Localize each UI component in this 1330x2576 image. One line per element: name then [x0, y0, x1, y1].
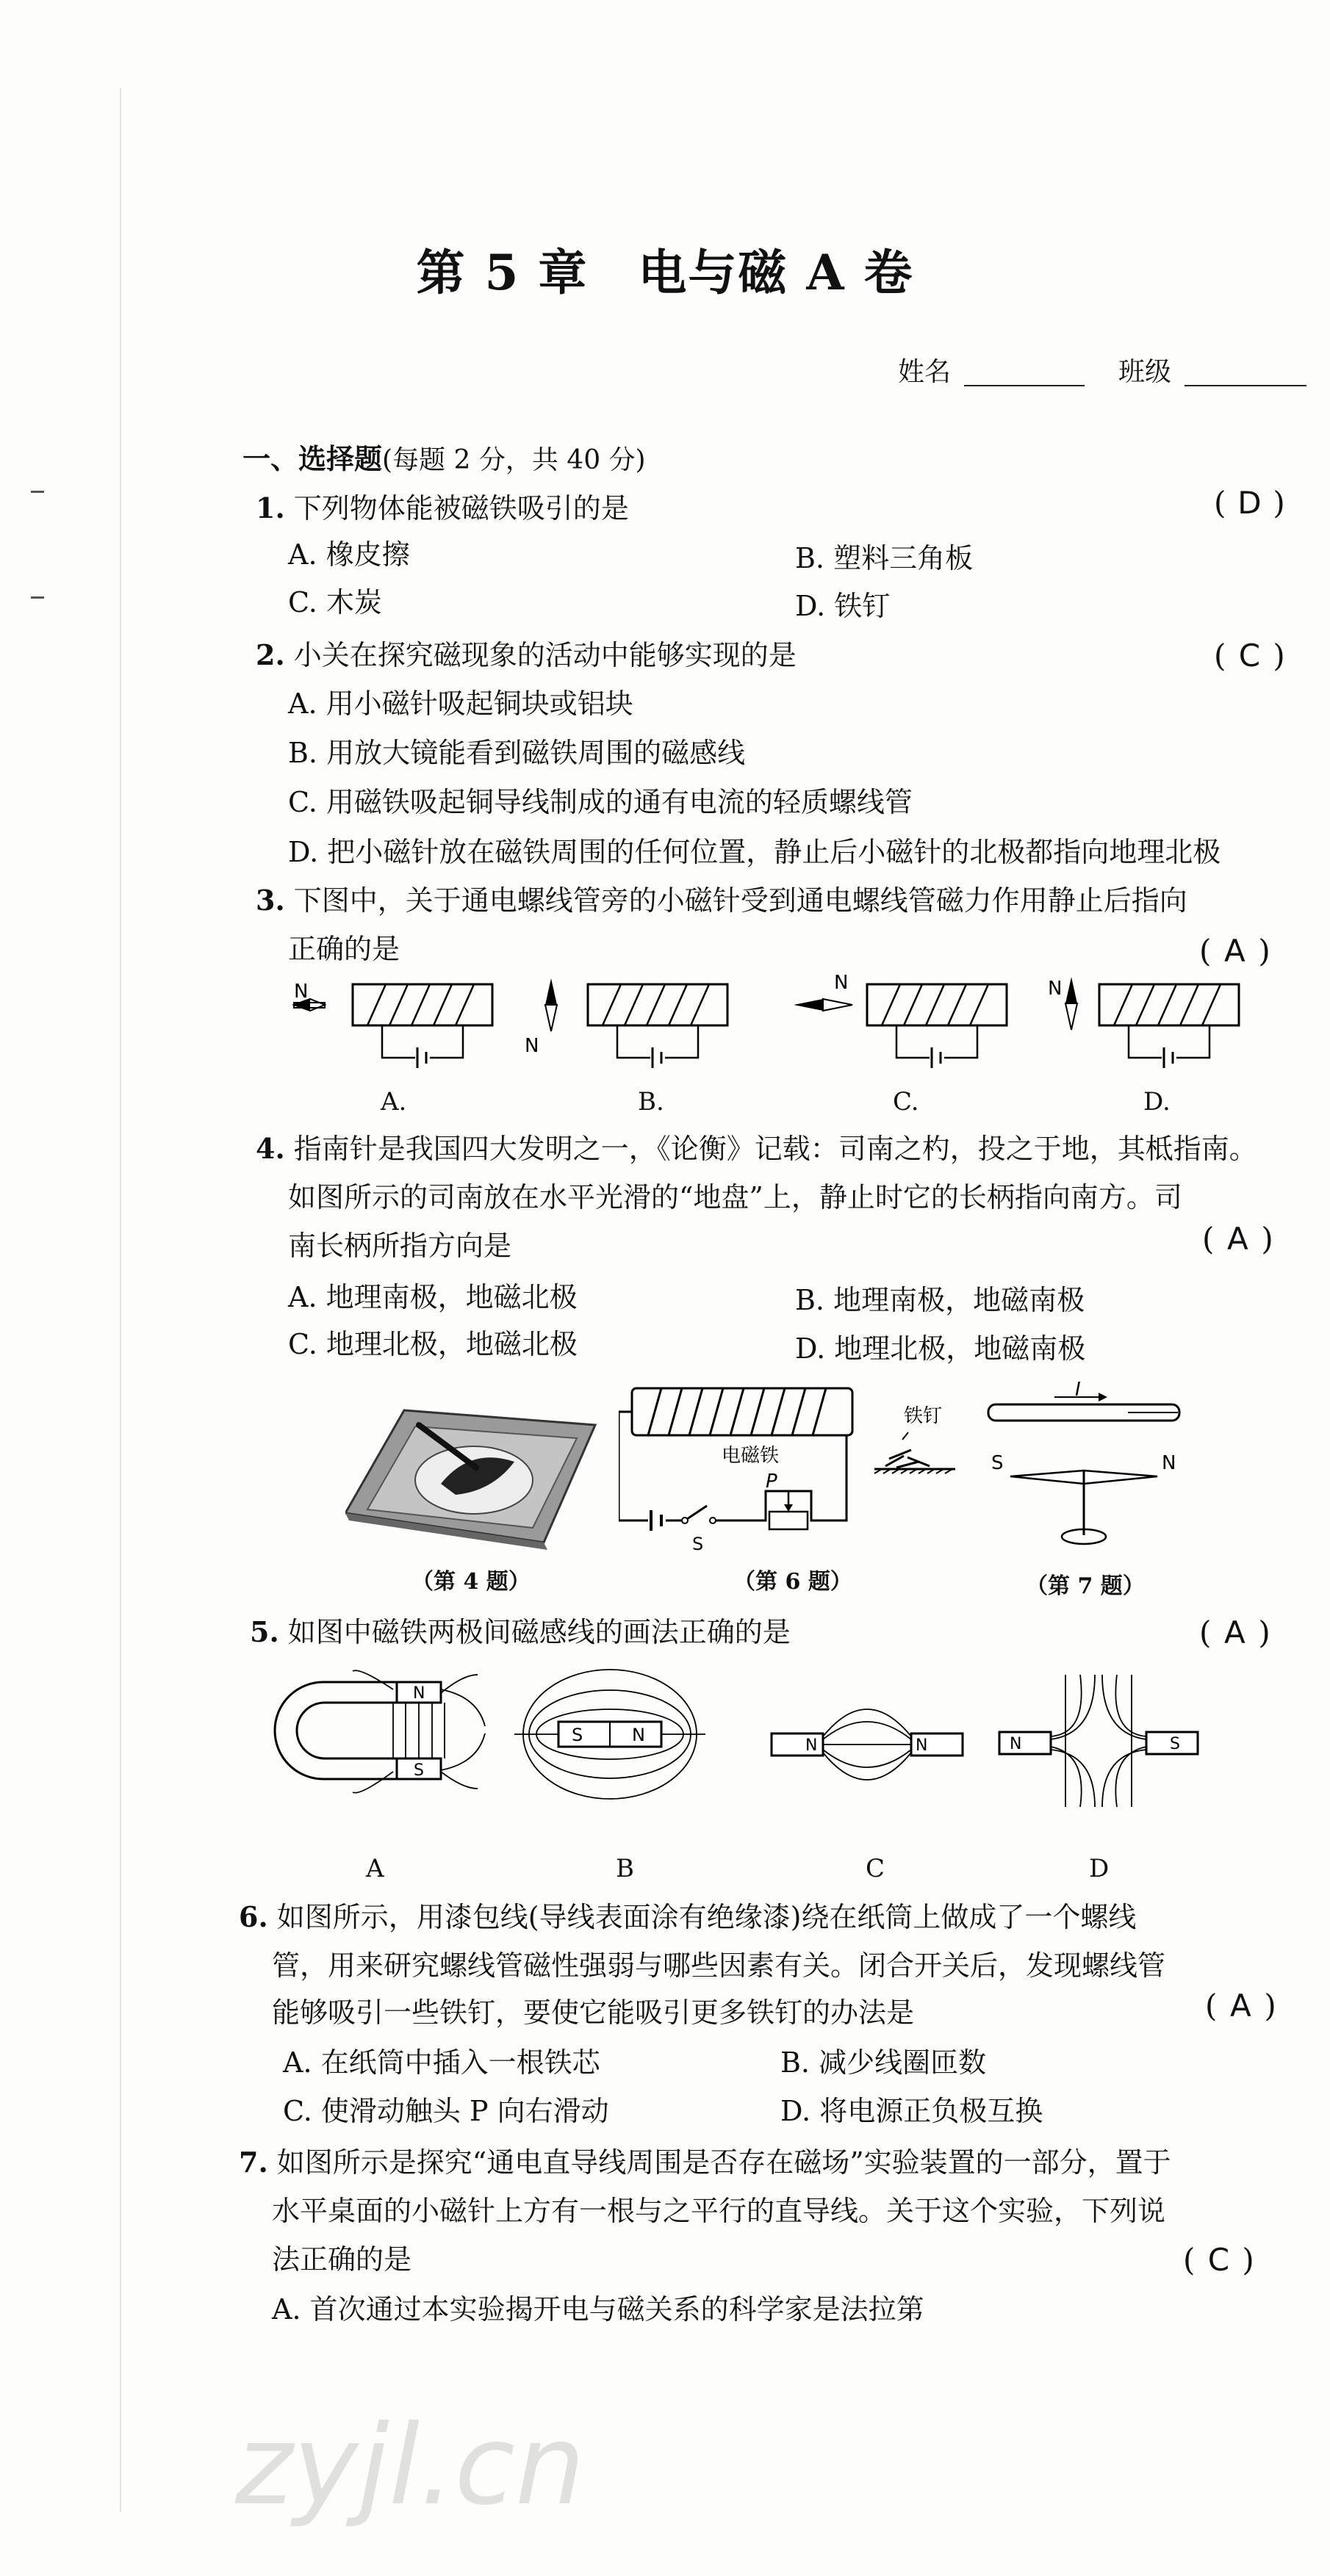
answer-4: ( A ) [1202, 1221, 1273, 1257]
figure-label: C. [893, 1087, 919, 1116]
option: C. 使滑动触头 P 向右滑动 [283, 2095, 609, 2127]
figure-q5-field-lines [265, 1660, 1293, 1851]
n-pole-label: N [1162, 1452, 1176, 1474]
name-blank [964, 385, 1085, 386]
electromagnet-label: 电磁铁 [722, 1445, 780, 1467]
option: C. 地理北极，地磁北极 [288, 1328, 578, 1360]
nail-label: 铁钉 [904, 1405, 943, 1427]
svg-text:N: N [525, 1035, 539, 1057]
figure-caption: （第 6 题） [733, 1569, 852, 1595]
option: D. 铁钉 [795, 590, 891, 622]
question-stem: 下图中，关于通电螺线管旁的小磁针受到通电螺线管磁力作用静止后指向 [293, 884, 1187, 917]
option: A. 用小磁针吸起铜块或铝块 [288, 688, 633, 720]
figure-straight-wire-compass [981, 1374, 1187, 1565]
svg-text:N: N [294, 981, 309, 1003]
figure-label: A. [381, 1087, 407, 1116]
scan-mark [31, 596, 44, 599]
question-stem-cont: 水平桌面的小磁针上方有一根与之平行的直导线。关于这个实验，下列说 [272, 2195, 1166, 2227]
solenoid-option-b [525, 978, 727, 1068]
field-option-b [514, 1670, 705, 1799]
question-stem-cont: 能够吸引一些铁钉，要使它能吸引更多铁钉的办法是 [272, 1996, 915, 2029]
svg-text:N: N [413, 1684, 425, 1703]
option: C. 用磁铁吸起铜导线制成的通有电流的轻质螺线管 [288, 786, 913, 818]
answer-value: D [1237, 485, 1262, 521]
option: A. 橡皮擦 [288, 538, 410, 571]
question-stem: 如图所示是探究“通电直导线周围是否存在磁场”实验装置的一部分，置于 [276, 2146, 1171, 2179]
question-7 [239, 2140, 1171, 2184]
question-2 [256, 633, 797, 677]
question-number: 1. [256, 491, 285, 524]
question-4 [256, 1127, 1257, 1171]
svg-text:N: N [1010, 1735, 1022, 1753]
figure-label: C [866, 1854, 885, 1883]
question-number: 6. [239, 1900, 268, 1933]
question-3 [256, 878, 1187, 923]
section-note: (每题 2 分，共 40 分) [382, 445, 646, 475]
name-label: 姓名 [898, 357, 952, 387]
class-label: 班级 [1118, 357, 1172, 387]
answer-value: A [1224, 1614, 1245, 1650]
field-option-a [275, 1670, 485, 1792]
svg-text:S: S [1170, 1735, 1180, 1753]
answer-value: A [1227, 1221, 1248, 1257]
field-option-c [772, 1709, 963, 1780]
page-title: 第 5 章 电与磁 A 卷 [416, 244, 914, 301]
answer-3: ( A ) [1199, 933, 1270, 969]
answer-value: C [1238, 638, 1261, 674]
question-number: 4. [256, 1132, 285, 1165]
scan-mark [31, 491, 44, 493]
answer-value: A [1230, 1988, 1251, 2024]
figure-caption: （第 4 题） [411, 1569, 531, 1595]
svg-text:S: S [414, 1761, 424, 1780]
question-stem-cont: 管，用来研究螺线管磁性强弱与哪些因素有关。闭合开关后，发现螺线管 [272, 1949, 1166, 1982]
svg-text:N: N [834, 972, 849, 994]
question-stem: 指南针是我国四大发明之一，《论衡》记载：司南之杓，投之于地，其柢指南。 [293, 1133, 1257, 1165]
figure-sinan-compass [345, 1381, 610, 1550]
solenoid-option-d [1048, 977, 1239, 1068]
option: D. 地理北极，地磁南极 [795, 1332, 1086, 1365]
scan-border-line [120, 88, 121, 2512]
watermark: zyjl.cn [235, 2402, 586, 2530]
option: A. 在纸筒中插入一根铁芯 [283, 2046, 600, 2079]
current-label: I [1075, 1379, 1081, 1401]
question-stem-cont: 正确的是 [288, 933, 400, 965]
field-option-d [999, 1675, 1198, 1807]
question-number: 3. [256, 884, 285, 917]
section-heading [242, 436, 646, 477]
option: B. 用放大镜能看到磁铁周围的磁感线 [288, 737, 746, 769]
solenoid-option-a [294, 981, 492, 1068]
answer-7: ( C ) [1183, 2242, 1254, 2278]
question-stem-cont: 南长柄所指方向是 [288, 1230, 512, 1262]
svg-text:N: N [632, 1725, 645, 1745]
figure-label: D [1089, 1854, 1110, 1883]
svg-text:N: N [805, 1736, 818, 1755]
figure-label: D. [1143, 1087, 1171, 1116]
question-5 [250, 1610, 791, 1654]
svg-text:N: N [1048, 978, 1063, 1000]
answer-5: ( A ) [1199, 1614, 1270, 1650]
option: B. 地理南极，地磁南极 [795, 1284, 1085, 1316]
figure-label: B [616, 1854, 634, 1883]
question-stem-cont: 法正确的是 [272, 2243, 412, 2276]
question-6 [239, 1895, 1136, 1939]
option: B. 塑料三角板 [795, 542, 974, 574]
s-pole-label: S [991, 1452, 1004, 1474]
svg-text:S: S [572, 1725, 583, 1745]
question-stem: 如图中磁铁两极间磁感线的画法正确的是 [287, 1616, 791, 1648]
option: A. 首次通过本实验揭开电与磁关系的科学家是法拉第 [272, 2293, 924, 2326]
answer-2: ( C ) [1214, 638, 1285, 674]
answer-6: ( A ) [1205, 1988, 1276, 2024]
question-stem: 下列物体能被磁铁吸引的是 [293, 492, 629, 524]
switch-label: S [692, 1534, 704, 1554]
question-number: 5. [250, 1615, 279, 1648]
solenoid-option-c [794, 972, 1007, 1068]
figure-label: A [366, 1854, 384, 1883]
figure-caption: （第 7 题） [1026, 1573, 1145, 1599]
question-number: 2. [256, 638, 285, 671]
option: C. 木炭 [288, 586, 382, 618]
section-label: 一、选择题 [242, 442, 383, 475]
question-stem-cont: 如图所示的司南放在水平光滑的“地盘”上，静止时它的长柄指向南方。司 [288, 1181, 1182, 1213]
question-stem: 如图所示，用漆包线(导线表面涂有绝缘漆)绕在纸筒上做成了一个螺线 [276, 1901, 1137, 1933]
option: D. 把小磁针放在磁铁周围的任何位置，静止后小磁针的北极都指向地理北极 [288, 836, 1221, 868]
answer-value: A [1224, 933, 1245, 969]
question-number: 7. [239, 2146, 268, 2179]
svg-text:N: N [916, 1736, 928, 1755]
question-stem: 小关在探究磁现象的活动中能够实现的是 [293, 639, 797, 671]
figure-label: B. [638, 1087, 664, 1116]
class-blank [1185, 385, 1306, 386]
option: B. 减少线圈匝数 [780, 2046, 987, 2079]
answer-value: C [1207, 2242, 1230, 2278]
question-1 [256, 486, 629, 530]
slider-label: P [766, 1471, 777, 1493]
figure-iron-nails [867, 1403, 970, 1491]
option: A. 地理南极，地磁北极 [288, 1281, 578, 1313]
option: D. 将电源正负极互换 [780, 2095, 1043, 2127]
answer-1: ( D ) [1214, 485, 1285, 521]
